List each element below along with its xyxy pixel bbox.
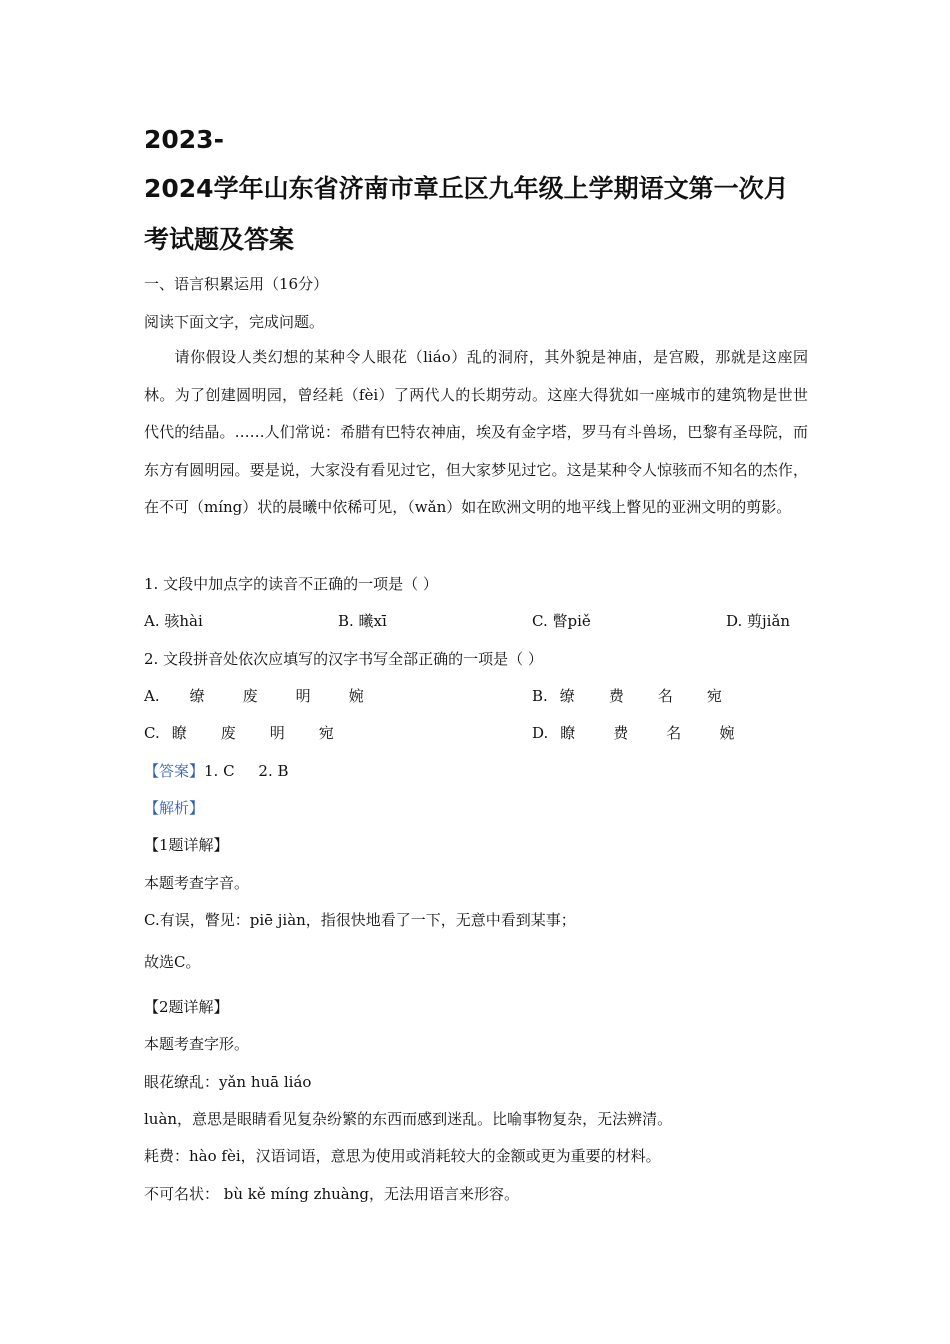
answer-text: 1. C 2. B bbox=[204, 762, 289, 780]
q2-option-d: D. 瞭 费 名 婉 bbox=[532, 724, 735, 742]
q2-option-a: A. 缭 废 明 婉 bbox=[144, 687, 364, 705]
detail-2-header: 【2题详解】 bbox=[144, 998, 229, 1016]
detail-1-line-2: C.有误，瞥见：piē jiàn，指很快地看了一下，无意中看到某事； bbox=[144, 911, 576, 929]
detail-1-line-3: 故选C。 bbox=[144, 953, 201, 971]
detail-2-line-1: 本题考查字形。 bbox=[144, 1035, 250, 1053]
q2-option-c: C. 瞭 废 明 宛 bbox=[144, 724, 334, 742]
q1-option-a: A. 骇hài bbox=[144, 612, 203, 630]
analysis-tag: 【解析】 bbox=[144, 799, 205, 817]
question-2-stem: 2. 文段拼音处依次应填写的汉字书写全部正确的一项是（ ） bbox=[144, 650, 543, 668]
doc-title-line-3: 考试题及答案 bbox=[144, 225, 295, 254]
answer-line bbox=[144, 761, 289, 781]
detail-2-line-4: 耗费：hào fèi，汉语词语，意思为使用或消耗较大的金额或更为重要的材料。 bbox=[144, 1147, 661, 1165]
doc-title-line-2: 2024学年山东省济南市章丘区九年级上学期语文第一次月 bbox=[144, 174, 789, 203]
detail-1-line-1: 本题考查字音。 bbox=[144, 874, 250, 892]
question-1-stem: 1. 文段中加点字的读音不正确的一项是（ ） bbox=[144, 575, 438, 593]
detail-2-line-2: 眼花缭乱：yǎn huā liáo bbox=[144, 1073, 312, 1091]
detail-2-line-3: luàn，意思是眼睛看见复杂纷繁的东西而感到迷乱。比喻事物复杂，无法辨清。 bbox=[144, 1110, 673, 1128]
instruction-text: 阅读下面文字，完成问题。 bbox=[144, 313, 325, 331]
q2-option-b: B. 缭 费 名 宛 bbox=[532, 687, 722, 705]
q1-option-d: D. 剪jiǎn bbox=[726, 612, 791, 630]
q1-option-c: C. 瞥piě bbox=[532, 612, 591, 630]
section-heading: 一、语言积累运用（16分） bbox=[144, 275, 329, 293]
detail-1-header: 【1题详解】 bbox=[144, 836, 229, 854]
doc-title-line-1: 2023- bbox=[144, 125, 224, 154]
reading-passage bbox=[144, 339, 808, 527]
detail-2-line-5: 不可名状： bù kě míng zhuàng，无法用语言来形容。 bbox=[144, 1185, 520, 1203]
answer-tag: 【答案】 bbox=[144, 762, 205, 780]
passage-text: 请你假设人类幻想的某种令人眼花（liáo）乱的洞府，其外貌是神庙，是宫殿，那就是这座园林。为了创建圆明园，曾经耗（fèi）了两代人的长期劳动。这座大得犹如一座城市的建筑物是世世代代的结晶。……人们常说：希腊有巴特农神庙，埃及有金字塔，罗马有斗兽场，巴黎有圣母院，而东方有圆明园。要是说，大家没有看见过它，但大家梦见过它。这是某种令人惊骇而不知名的杰作，在不可（míng）状的晨曦中依稀可见，（wǎn）如在欧洲文明的地平线上瞥见的亚洲文明的剪影。 bbox=[144, 348, 808, 517]
q1-option-b: B. 曦xī bbox=[338, 612, 387, 630]
